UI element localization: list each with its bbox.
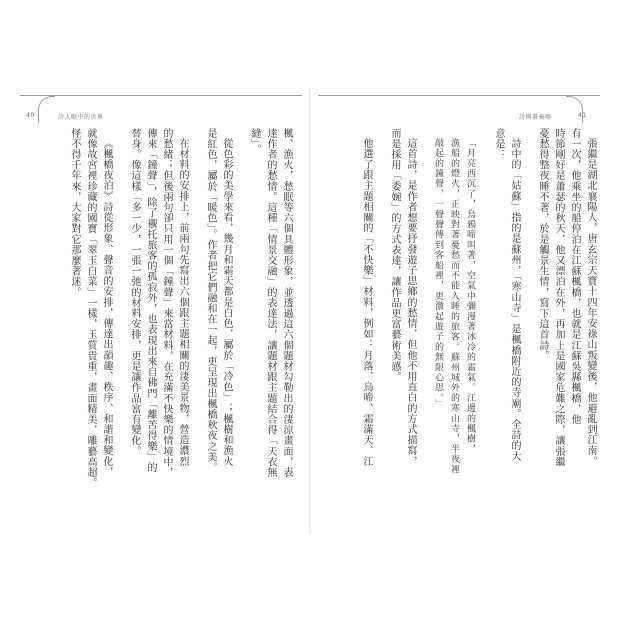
text-column: 從色彩的美學來看，幾月和霜天都是白色，屬於「冷色」；楓樹和漁火 bbox=[221, 138, 232, 467]
text-column: 有一次，他乘坐的船停泊在江蘇楓橋，也就是江蘇吳縣楓橋，他 bbox=[569, 128, 580, 425]
text-column: 張繼是湖北襄陽人，唐玄宗天寶十四年安祿山叛變後，他避亂到江南。 bbox=[585, 138, 596, 467]
text-column: 意是： bbox=[493, 128, 504, 160]
text-column: 傳來「鐘聲」，除了襯托旅客的孤寂外，也表現出來自佛門「離苦得樂」的 bbox=[145, 128, 156, 473]
text-column: 是紅色，屬於「暖色」。作者把它們融和在一起，更呈現出楓橋秋夜之美。 bbox=[205, 128, 216, 473]
text-column: 怪不得千年來，大家對它那麼著迷。 bbox=[69, 128, 80, 298]
right-running-title: 詩與畫奏鳴 bbox=[519, 114, 552, 121]
left-page-text bbox=[30, 128, 292, 489]
text-column: 替身。像這樣「多一少，一張一弛的材料安排，更是讓作品富有變化。 bbox=[129, 128, 140, 457]
left-header-rule bbox=[20, 95, 302, 96]
quote-column: 「月亮西沉了，烏鴉啼叫著，空氣中彌漫著冰冷的霜氣。江邊的楓樹， bbox=[465, 138, 475, 455]
book-gutter bbox=[309, 88, 311, 534]
text-column: 楓、漁火，愁眠等六個具體形象，並透過這六個題材勾勒出的淒涼畫面，表 bbox=[281, 128, 292, 478]
left-page-number: 40 bbox=[26, 112, 35, 119]
text-column: 《楓橋夜泊》詩從形象、聲音的安排，傳達出韻趣、秩序、和諧和變化， bbox=[101, 138, 112, 478]
text-column: 時節剛好是蕭瑟的秋天，他又漂泊在外，再加上是國家危難之際，讓張繼 bbox=[553, 128, 564, 468]
left-corner-arc bbox=[38, 96, 55, 123]
text-column: 他選了跟主題相關的「不快樂」材料，例如：月落、烏啼、霜滿天、江 bbox=[361, 138, 372, 467]
text-column: 這首詩，是作者想要抒發遊子思鄉的愁情，但他不用直白的方式描寫， bbox=[405, 138, 416, 467]
text-column: 在材料的安排上，前兩句先寫出六個跟主題相關的淒美景物，營造濃烈 bbox=[177, 138, 188, 467]
text-column: 憂愁得整夜睡不著，於是觸景生情，寫下這首詩。 bbox=[537, 128, 548, 362]
right-page-number: 41 bbox=[578, 112, 587, 119]
left-running-title: 詩人眼中的世界 bbox=[58, 114, 104, 121]
text-column: 達作者的愁情。這種「情景交融」的表達法，讓題材跟主題結合得「天衣無 bbox=[265, 128, 276, 478]
right-page-text bbox=[334, 128, 596, 475]
text-column: 詩中的「姑蘇」指的是蘇州，「寒山寺」是楓橋附近的寺廟。全詩的大 bbox=[509, 138, 520, 462]
right-header-rule bbox=[318, 95, 600, 96]
text-column: 的愁緒；但後兩句卻只用一個「鐘聲」來當材料，在充滿不快樂的情境中， bbox=[161, 128, 172, 478]
quote-column: 漁船的燈火，正映對著憂愁而不能入睡的旅客。蘇州城外的寒山寺，半夜裡 bbox=[449, 138, 459, 475]
quote-column: 敲起的鐘聲，一聲聲傳到客船裡，更激起遊子的無限心思。」 bbox=[433, 138, 443, 409]
text-column: 而是採用「委婉」的方式表達，讓作品更富藝術美感。 bbox=[389, 128, 400, 383]
text-column: 縫」。 bbox=[249, 128, 260, 155]
text-column: 就像故宮裡珍藏的國寶「翠玉白菜」一樣，玉質貴重，畫面精美，雕藝高超。 bbox=[85, 128, 96, 489]
